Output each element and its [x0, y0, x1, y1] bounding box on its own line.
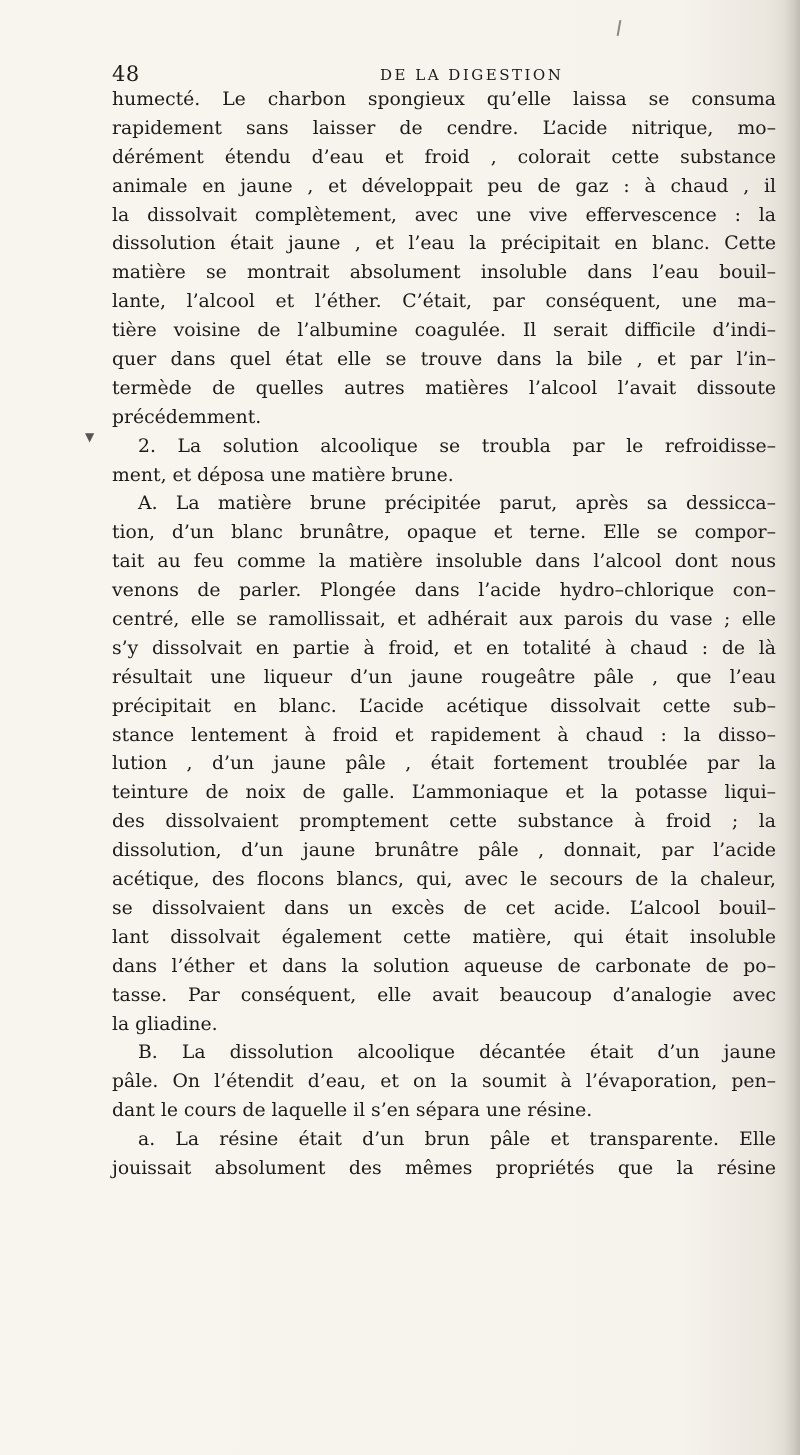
text-line-28: acétique, des flocons blancs, qui, avec le secours de la chaleur,	[112, 869, 776, 891]
text-line-2: rapidement sans laisser de cendre. L’acide nitrique, mo–	[112, 117, 776, 139]
text-line-13: 2. La solution alcoolique se troubla par le refroidisse–	[138, 435, 776, 457]
text-line-9: tière voisine de l’albumine coagulée. Il serait difficile d’indi–	[112, 320, 776, 342]
text-line-31: dans l’éther et dans la solution aqueuse de carbonate de po–	[112, 955, 776, 977]
text-line-26: des dissolvaient promptement cette substance à froid ; la	[112, 811, 776, 833]
text-line-30: lant dissolvait également cette matière, qui était insoluble	[112, 926, 776, 948]
text-line-32: tasse. Par conséquent, elle avait beaucoup d’analogie avec	[112, 984, 776, 1006]
text-line-37: a. La résine était d’un brun pâle et transparente. Elle	[138, 1129, 776, 1151]
text-line-36: dant le cours de laquelle il s’en sépara une résine.	[112, 1100, 593, 1122]
text-line-15: A. La matière brune précipitée parut, après sa dessicca–	[138, 493, 776, 515]
text-line-24: lution , d’un jaune pâle , était fortement troublée par la	[112, 753, 776, 775]
text-line-5: la dissolvait complètement, avec une vive effervescence : la	[112, 204, 776, 226]
page-number: 48	[112, 62, 140, 86]
text-line-34: B. La dissolution alcoolique décantée était d’un jaune	[138, 1042, 776, 1064]
text-line-8: lante, l’alcool et l’éther. C’était, par conséquent, une ma–	[112, 291, 776, 313]
text-line-11: termède de quelles autres matières l’alcool l’avait dissoute	[112, 377, 776, 399]
text-line-20: s’y dissolvait en partie à froid, et en totalité à chaud : de là	[112, 637, 776, 659]
text-line-38: jouissait absolument des mêmes propriétés que la résine	[112, 1157, 776, 1179]
text-line-1: humecté. Le charbon spongieux qu’elle laissa se consuma	[112, 89, 776, 110]
ink-mark	[617, 20, 622, 36]
text-line-18: venons de parler. Plongée dans l’acide hydro–chlorique con–	[112, 580, 776, 602]
text-line-7: matière se montrait absolument insoluble dans l’eau bouil–	[112, 262, 776, 284]
page-edge-shadow	[784, 0, 800, 1455]
text-line-21: résultait une liqueur d’un jaune rougeâtre pâle , que l’eau	[112, 666, 776, 688]
text-line-17: tait au feu comme la matière insoluble dans l’alcool dont nous	[112, 551, 776, 573]
running-head: DE LA DIGESTION	[380, 66, 564, 84]
text-line-27: dissolution, d’un jaune brunâtre pâle , donnait, par l’acide	[112, 840, 776, 862]
text-line-22: précipitait en blanc. L’acide acétique dissolvait cette sub–	[112, 695, 776, 717]
text-line-19: centré, elle se ramollissait, et adhérait aux parois du vase ; elle	[112, 609, 776, 631]
text-line-33: la gliadine.	[112, 1013, 218, 1035]
text-line-23: stance lentement à froid et rapidement à chaud : la disso–	[112, 724, 776, 746]
text-line-3: dérément étendu d’eau et froid , colorait cette substance	[112, 146, 776, 168]
text-line-29: se dissolvaient dans un excès de cet acide. L’alcool bouil–	[112, 897, 776, 919]
text-line-10: quer dans quel état elle se trouve dans la bile , et par l’in–	[112, 349, 776, 371]
text-line-14: ment, et déposa une matière brune.	[112, 464, 454, 486]
text-line-16: tion, d’un blanc brunâtre, opaque et terne. Elle se compor–	[112, 522, 776, 544]
body-text	[112, 86, 776, 1184]
text-line-35: pâle. On l’étendit d’eau, et on la soumit à l’évaporation, pen–	[112, 1071, 776, 1093]
text-line-4: animale en jaune , et développait peu de gaz : à chaud , il	[112, 175, 776, 197]
text-line-6: dissolution était jaune , et l’eau la précipitait en blanc. Cette	[112, 233, 776, 255]
text-line-12: précédemment.	[112, 406, 262, 428]
text-line-25: teinture de noix de galle. L’ammoniaque et la potasse liqui–	[112, 782, 776, 804]
margin-mark: ▼	[85, 430, 95, 444]
